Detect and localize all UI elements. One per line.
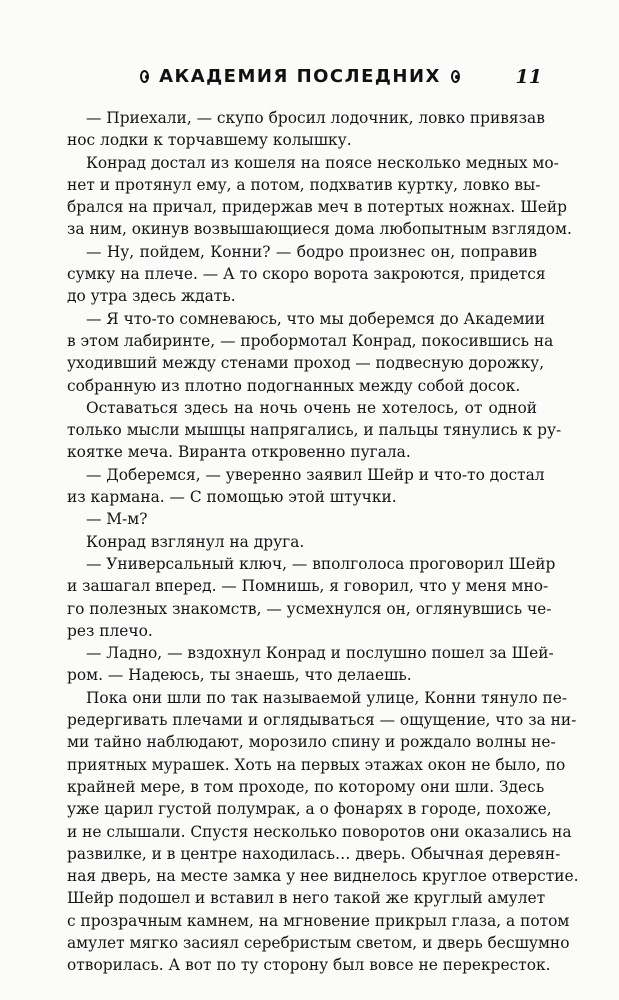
text-line: — Приехали, — скупо бросил лодочник, ловко привязав bbox=[86, 109, 545, 127]
text-line: сумку на плече. — А то скоро ворота закроются, придется bbox=[67, 265, 546, 284]
ornament-icon bbox=[451, 70, 460, 83]
text-line: брался на причал, придержав меч в потертых ножнах. Шейр bbox=[67, 198, 567, 217]
paragraph bbox=[67, 464, 545, 509]
paragraph bbox=[67, 508, 537, 530]
text-line: приятных мурашек. Хоть на первых этажах окон не было, по bbox=[67, 755, 566, 774]
paragraph bbox=[67, 687, 579, 977]
text-line: ми тайно наблюдают, морозило спину и рождало волны не- bbox=[67, 733, 556, 752]
text-line: — Ну, пойдем, Конни? — бодро произнес он, поправив bbox=[86, 242, 537, 261]
running-head bbox=[70, 66, 550, 96]
text-line: отворилась. А вот по ту сторону был вовсе не перекресток. bbox=[67, 956, 551, 975]
text-line: — Доберемся, — уверенно заявил Шейр и что-то достал bbox=[86, 465, 545, 484]
text-line: — Я что-то сомневаюсь, что мы доберемся до Академии bbox=[86, 309, 546, 328]
text-line: с прозрачным камнем, на мгновение прикрыл глаза, а потом bbox=[67, 911, 570, 930]
ornament-icon bbox=[140, 70, 149, 83]
text-line: Конрад достал из кошеля на поясе несколько медных мо- bbox=[86, 153, 559, 172]
text-line: Шейр подошел и вставил в него такой же круглый амулет bbox=[67, 889, 546, 908]
paragraph bbox=[67, 397, 562, 464]
book-title: АКАДЕМИЯ ПОСЛЕДНИХ bbox=[159, 66, 441, 87]
paragraph bbox=[67, 308, 554, 397]
text-line: Конрад взглянул на друга. bbox=[86, 532, 305, 551]
text-line: ром. — Надеюсь, ты знаешь, что делаешь. bbox=[67, 666, 412, 685]
text-line: — М-м? bbox=[86, 510, 148, 529]
text-line: — Универсальный ключ, — вполголоса проговорил Шейр bbox=[86, 554, 556, 573]
text-line: амулет мягко засиял серебристым светом, и дверь бесшумно bbox=[67, 933, 570, 952]
paragraph bbox=[67, 152, 572, 241]
text-line: коятке меча. Виранта откровенно пугала. bbox=[67, 443, 411, 462]
text-line: го полезных знакомств, — усмехнулся он, оглянувшись че- bbox=[67, 599, 552, 618]
paragraph bbox=[67, 642, 554, 687]
text-line: уходивший между стенами проход — подвесную дорожку, bbox=[67, 354, 545, 373]
paragraph bbox=[67, 107, 545, 152]
text-line: до утра здесь ждать. bbox=[67, 287, 236, 306]
text-line: ная дверь, на месте замка у нее виднелось круглое отверстие. bbox=[67, 867, 579, 886]
text-line: собранную из плотно подогнанных между собой досок. bbox=[67, 376, 521, 395]
text-line: нет и протянул ему, а потом, подхватив куртку, ловко вы- bbox=[67, 175, 541, 194]
text-line: рез плечо. bbox=[67, 621, 153, 640]
body-text bbox=[67, 107, 579, 977]
text-line: крайней мере, в том проходе, по которому они шли. Здесь bbox=[67, 777, 545, 796]
text-line: только мысли мышцы напрягались, и пальцы тянулись к ру- bbox=[67, 421, 562, 440]
paragraph bbox=[67, 531, 537, 553]
text-line: уже царил густой полумрак, а о фонарях в городе, похоже, bbox=[67, 800, 552, 819]
text-line: и не слышали. Спустя несколько поворотов они оказались на bbox=[67, 822, 572, 841]
running-head-title-group bbox=[140, 66, 460, 87]
text-line: и зашагал вперед. — Помнишь, я говорил, что у меня мно- bbox=[67, 577, 549, 596]
text-line: из кармана. — С помощью этой штучки. bbox=[67, 488, 397, 507]
text-line: Пока они шли по так называемой улице, Конни тянуло пе- bbox=[86, 688, 568, 707]
page-number: 11 bbox=[515, 66, 542, 88]
paragraph bbox=[67, 241, 546, 308]
text-line: в этом лабиринте, — пробормотал Конрад, покосившись на bbox=[67, 331, 554, 350]
text-line: за ним, окинув возвышающиеся дома любопытным взглядом. bbox=[67, 220, 572, 239]
text-line: Оставаться здесь на ночь очень не хотелось, от одной bbox=[86, 398, 537, 417]
text-line: — Ладно, — вздохнул Конрад и послушно пошел за Шей- bbox=[86, 644, 554, 663]
text-line: нос лодки к торчавшему колышку. bbox=[67, 131, 352, 150]
text-line: редергивать плечами и оглядываться — ощущение, что за ни- bbox=[67, 711, 577, 730]
text-line: развилке, и в центре находилась… дверь. Обычная деревян- bbox=[67, 844, 561, 863]
paragraph bbox=[67, 553, 556, 642]
